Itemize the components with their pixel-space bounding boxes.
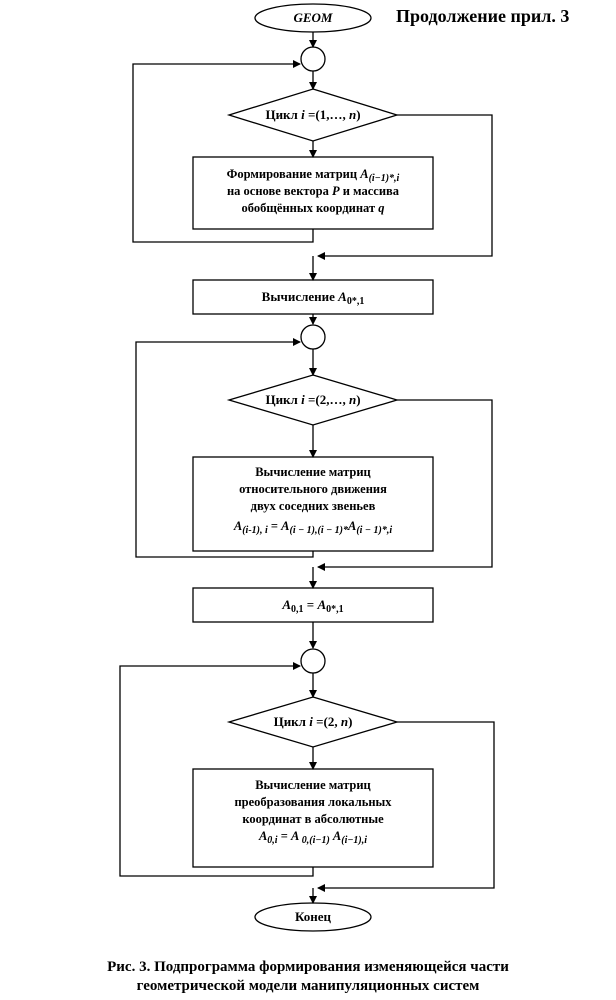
loop1-label: Цикл i =(1,…, n) bbox=[265, 107, 361, 122]
figure-caption bbox=[0, 958, 616, 996]
start-label: GEOM bbox=[293, 10, 333, 25]
box1-text bbox=[193, 166, 433, 217]
box3-line3: координат в абсолютные bbox=[242, 812, 384, 826]
box1-line1: Формирование матриц $A_{(i-1)*,i}$ bbox=[226, 167, 400, 184]
connector-2 bbox=[301, 325, 325, 349]
box3-text bbox=[193, 777, 433, 845]
box2-line1: Вычисление матриц bbox=[255, 465, 371, 479]
calc1-label: Вычисление $A_{0*,1}$ bbox=[261, 289, 365, 307]
loop2-label: Цикл i =(2,…, n) bbox=[265, 392, 361, 407]
box2-text bbox=[193, 464, 433, 535]
box1-line3: обобщённых координат q bbox=[241, 201, 385, 215]
caption-line2: геометрической модели манипуляционных систем bbox=[136, 978, 480, 994]
end-label: Конец bbox=[294, 909, 332, 924]
box3-formula: $A_{0,i} = A$ $_{0,(i-1)}$ $A_{(i-1),i}$ bbox=[258, 829, 368, 846]
connector-3 bbox=[301, 649, 325, 673]
box2-formula: $A_{(i-1), i} = A_{(i - 1),(i - 1)*}A_{(i - 1)*,i}$ bbox=[233, 519, 393, 536]
assign-label: $A_{0,1} = A_{0*,1}$ bbox=[282, 597, 344, 615]
box3-line1: Вычисление матриц bbox=[255, 778, 371, 792]
box1-line2: на основе вектора P и массива bbox=[226, 184, 400, 198]
header-note: Продолжение прил. 3 bbox=[396, 6, 570, 26]
caption-line1: Рис. 3. Подпрограмма формирования изменяющейся части bbox=[107, 959, 509, 975]
box2-line2: относительного движения bbox=[239, 482, 387, 496]
connector-1 bbox=[301, 47, 325, 71]
box2-line3: двух соседних звеньев bbox=[250, 499, 376, 513]
loop3-label: Цикл i =(2, n) bbox=[273, 714, 353, 729]
box3-line2: преобразования локальных bbox=[234, 795, 392, 809]
